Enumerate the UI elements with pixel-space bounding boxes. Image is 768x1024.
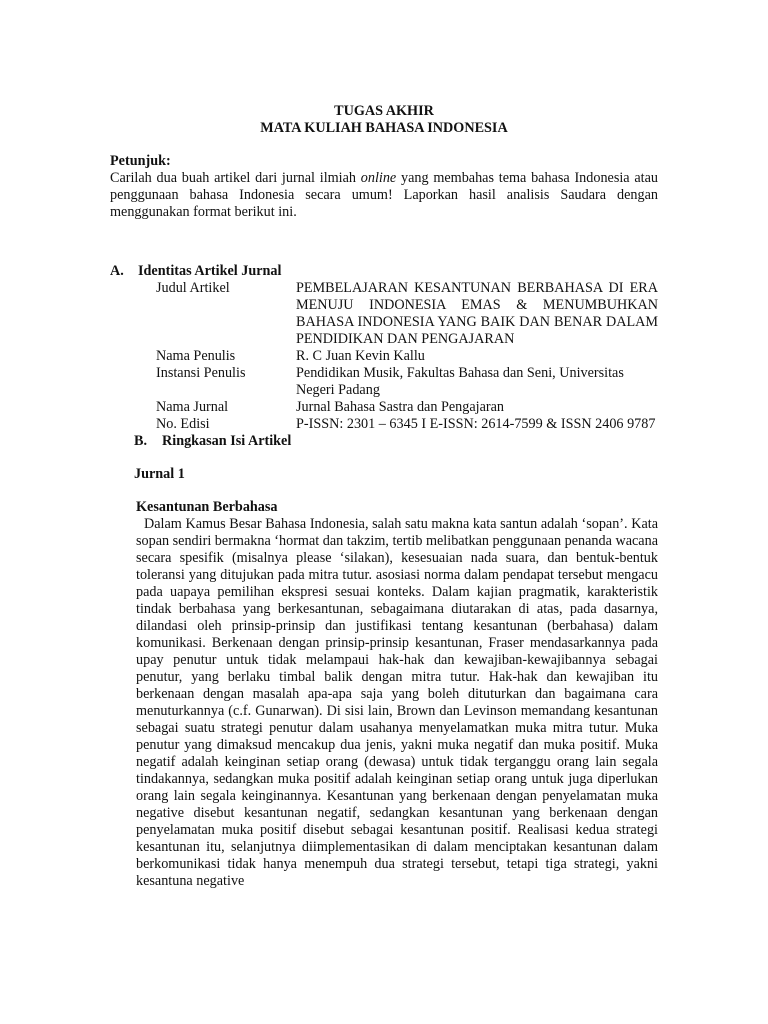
document-title-line1: TUGAS AKHIR	[334, 103, 434, 119]
field-nama-penulis	[110, 348, 658, 365]
field-value: Jurnal Bahasa Sastra dan Pengajaran	[296, 399, 505, 415]
jurnal-heading: Jurnal 1	[134, 466, 185, 482]
section-a-number: A.	[110, 263, 124, 279]
field-value: P-ISSN: 2301 – 6345 I E-ISSN: 2614-7599 & ISSN 2406 9787	[296, 416, 656, 432]
section-b-title: Ringkasan Isi Artikel	[162, 433, 292, 449]
field-nama-jurnal	[110, 399, 658, 416]
field-value: PEMBELAJARAN KESANTUNAN BERBAHASA DI ERA MENUJU INDONESIA EMAS & MENUMBUHKAN BAHASA INDONESIA YANG BAIK DAN BENAR DALAM PENDIDIKAN DAN PENGAJARAN	[296, 280, 658, 347]
field-label: Instansi Penulis	[156, 365, 246, 381]
instructions-label: Petunjuk:	[110, 153, 171, 169]
field-label: Judul Artikel	[156, 280, 230, 296]
field-value: R. C Juan Kevin Kallu	[296, 348, 425, 364]
field-value: Pendidikan Musik, Fakultas Bahasa dan Seni, Universitas Negeri Padang	[296, 365, 624, 398]
document-title-line2: MATA KULIAH BAHASA INDONESIA	[260, 120, 508, 136]
instructions-text-part1: Carilah dua buah artikel dari jurnal ilmiah	[110, 170, 361, 186]
field-no-edisi	[110, 416, 658, 433]
section-b-heading	[110, 433, 658, 450]
section-a-heading	[110, 263, 658, 280]
field-instansi-penulis	[110, 365, 658, 399]
field-label: No. Edisi	[156, 416, 210, 432]
section-b-number: B.	[134, 433, 148, 449]
field-label: Nama Jurnal	[156, 399, 229, 415]
field-label: Nama Penulis	[156, 348, 236, 364]
document-page	[110, 103, 658, 890]
section-a-title: Identitas Artikel Jurnal	[138, 263, 282, 279]
field-judul-artikel	[110, 280, 658, 348]
jurnal-paragraph: Dalam Kamus Besar Bahasa Indonesia, salah satu makna kata santun adalah ‘sopan’. Kata sopan sendiri bermakna ‘hormat dan takzim, tertib melibatkan penggunaan penanda wacana secara spesifik (misalnya please ‘silakan), kesesuaian nada suara, dan bentuk-bentuk toleransi yang ditujukan pada mitra tutur. asosiasi norma dalam pendapat tersebut mengacu pada uapaya pemilihan ekspresi sesuai konteks. Dalam kajian pragmatik, karakteristik tindak berbahasa yang berkesantunan, sebagaimana diutarakan di atas, pada dasarnya, dilandasi oleh prinsip-prinsip dan justifikasi tentang kesantunan (berbahasa) dalam komunikasi. Berkenaan dengan prinsip-prinsip kesantunan, Fraser mendasarkannya pada upay penutur untuk tidak melampaui hak-hak dan kewajiban-kewajibannya sebagai penutur, yang berlaku timbal balik dengan mitra tutur. Hak-hak dan kewajiban itu berkenaan dengan masalah apa-apa saja yang boleh dituturkan dan bagaimana cara menuturkannya (c.f. Gunarwan). Di sisi lain, Brown dan Levinson memandang kesantunan sebagai suatu strategi penutur dalam usahanya menyelamatkan muka mitra tutur. Muka penutur yang dimaksud mencakup dua jenis, yakni muka negatif dan muka positif. Muka negatif adalah keinginan setiap orang (dewasa) untuk tidak terganggu orang lain segala tindakannya, sedangkan muka positif adalah keinginan setiap orang untuk juga diperlukan orang lain segala keinginannya. Kesantunan yang berkenaan dengan penyelamatan muka negative disebut kesantunan negatif, sedangkan kesantunan yang berkenaan dengan penyelamatan muka positif disebut sebagai kesantunan positif. Realisasi kedua strategi kesantunan itu, selanjutnya diimplementasikan di dalam menciptakan kesantunan dalam berkomunikasi tidak hanya menempuh dua strategi tersebut, tetapi tiga strategi, yakni kesantuna negative	[136, 516, 658, 889]
instructions-text-italic: online	[360, 170, 397, 186]
instructions-text	[110, 170, 658, 221]
instructions-text-part2: yang membahas tema bahasa Indonesia atau penggunaan bahasa Indonesia secara umum! Laporkan hasil analisis Saudara dengan menggunakan format berikut ini.	[110, 170, 658, 220]
jurnal-subheading: Kesantunan Berbahasa	[136, 499, 278, 515]
